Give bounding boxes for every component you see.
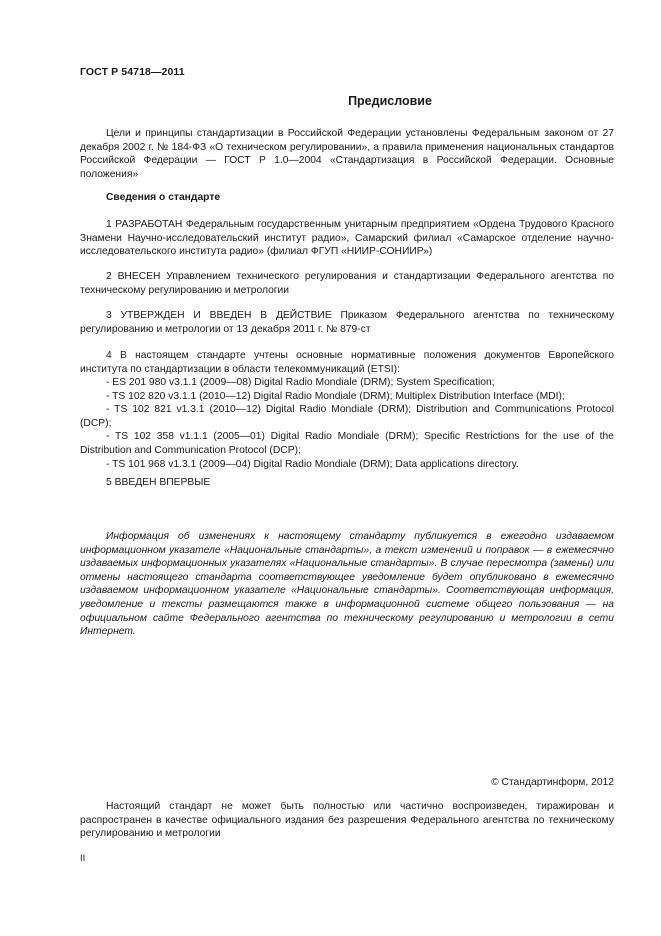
copyright: © Стандартинформ, 2012 (491, 777, 614, 788)
amendments-notice: Информация об изменениях к настоящему стандарту публикуется в ежегодно издаваемом информационном указателе «Национальные стандарты», а текст изменений и поправок — в ежемесячно издаваемых информационных указателях «Национальные стандарты». В случае пересмотра (замены) или отмены настоящего стандарта соответствующее уведомление будет опубликовано в ежемесячно издаваемом информационном указателе «Национальные стандарты». Соответствующая информация, уведомление и тексты размещаются также в информационной системе общего пользования — на официальном сайте Федерального агентства по техническому регулированию и метрологии в сети Интернет. (80, 531, 614, 638)
intro-paragraph: Цели и принципы стандартизации в Российской Федерации установлены Федеральным законом от 27 декабря 2002 г. № 184-ФЗ «О техническом регулировании», а правила применения национальных стандартов Российской Федерации — ГОСТ Р 1.0—2004 «Стандартизация в Российской Федерации. Основные положения» (80, 128, 614, 180)
item-5-introduced: 5 ВВЕДЕН ВПЕРВЫЕ (106, 477, 211, 488)
document-code: ГОСТ Р 54718—2011 (80, 66, 185, 78)
legal-notice: Настоящий стандарт не может быть полностью или частично воспроизведен, тиражирован и распространен в качестве официального издания без разрешения Федерального агентства по техническому регулированию и метрологии (80, 801, 614, 840)
list-item: - TS 102 821 v1.3.1 (2010—12) Digital Radio Mondiale (DRM); Distribution and Communications Protocol (DCP); (80, 404, 614, 429)
list-item: - TS 102 358 v1.1.1 (2005—01) Digital Radio Mondiale (DRM); Specific Restrictions for the use of the Distribution and Communication Protocol (DCP); (80, 431, 614, 456)
item-1-developed: 1 РАЗРАБОТАН Федеральным государственным унитарным предприятием «Ордена Трудового Красного Знамени Научно-исследовательский институт радио», Самарский филиал «Самарское отделение научно-исследовательского института радио» (филиал ФГУП «НИИР-СОНИИР») (80, 219, 614, 258)
list-item: - TS 102 820 v3.1.1 (2010—12) Digital Radio Mondiale (DRM); Multiplex Distribution Interface (MDI); (106, 390, 565, 402)
list-item: - ES 201 980 v3.1.1 (2009—08) Digital Radio Mondiale (DRM); System Specification; (106, 377, 495, 388)
etsi-document-list (80, 376, 614, 471)
section-title: Сведения о стандарте (106, 192, 221, 203)
page-number: II (80, 853, 86, 864)
page-title: Предисловие (348, 94, 432, 108)
item-4-etsi: 4 В настоящем стандарте учтены основные нормативные положения документов Европейского института по стандартизации в области телекоммуникаций (ETSI): (80, 350, 614, 375)
item-2-submitted: 2 ВНЕСЕН Управлением технического регулирования и стандартизации Федерального агентства по техническому регулированию и метрологии (80, 271, 614, 296)
item-3-approved: 3 УТВЕРЖДЕН И ВВЕДЕН В ДЕЙСТВИЕ Приказом Федерального агентства по техническому регулированию и метрологии от 13 декабря 2011 г. № 879-ст (80, 310, 614, 335)
list-item: - TS 101 968 v1.3.1 (2009—04) Digital Radio Mondiale (DRM); Data applications directory. (106, 458, 519, 470)
